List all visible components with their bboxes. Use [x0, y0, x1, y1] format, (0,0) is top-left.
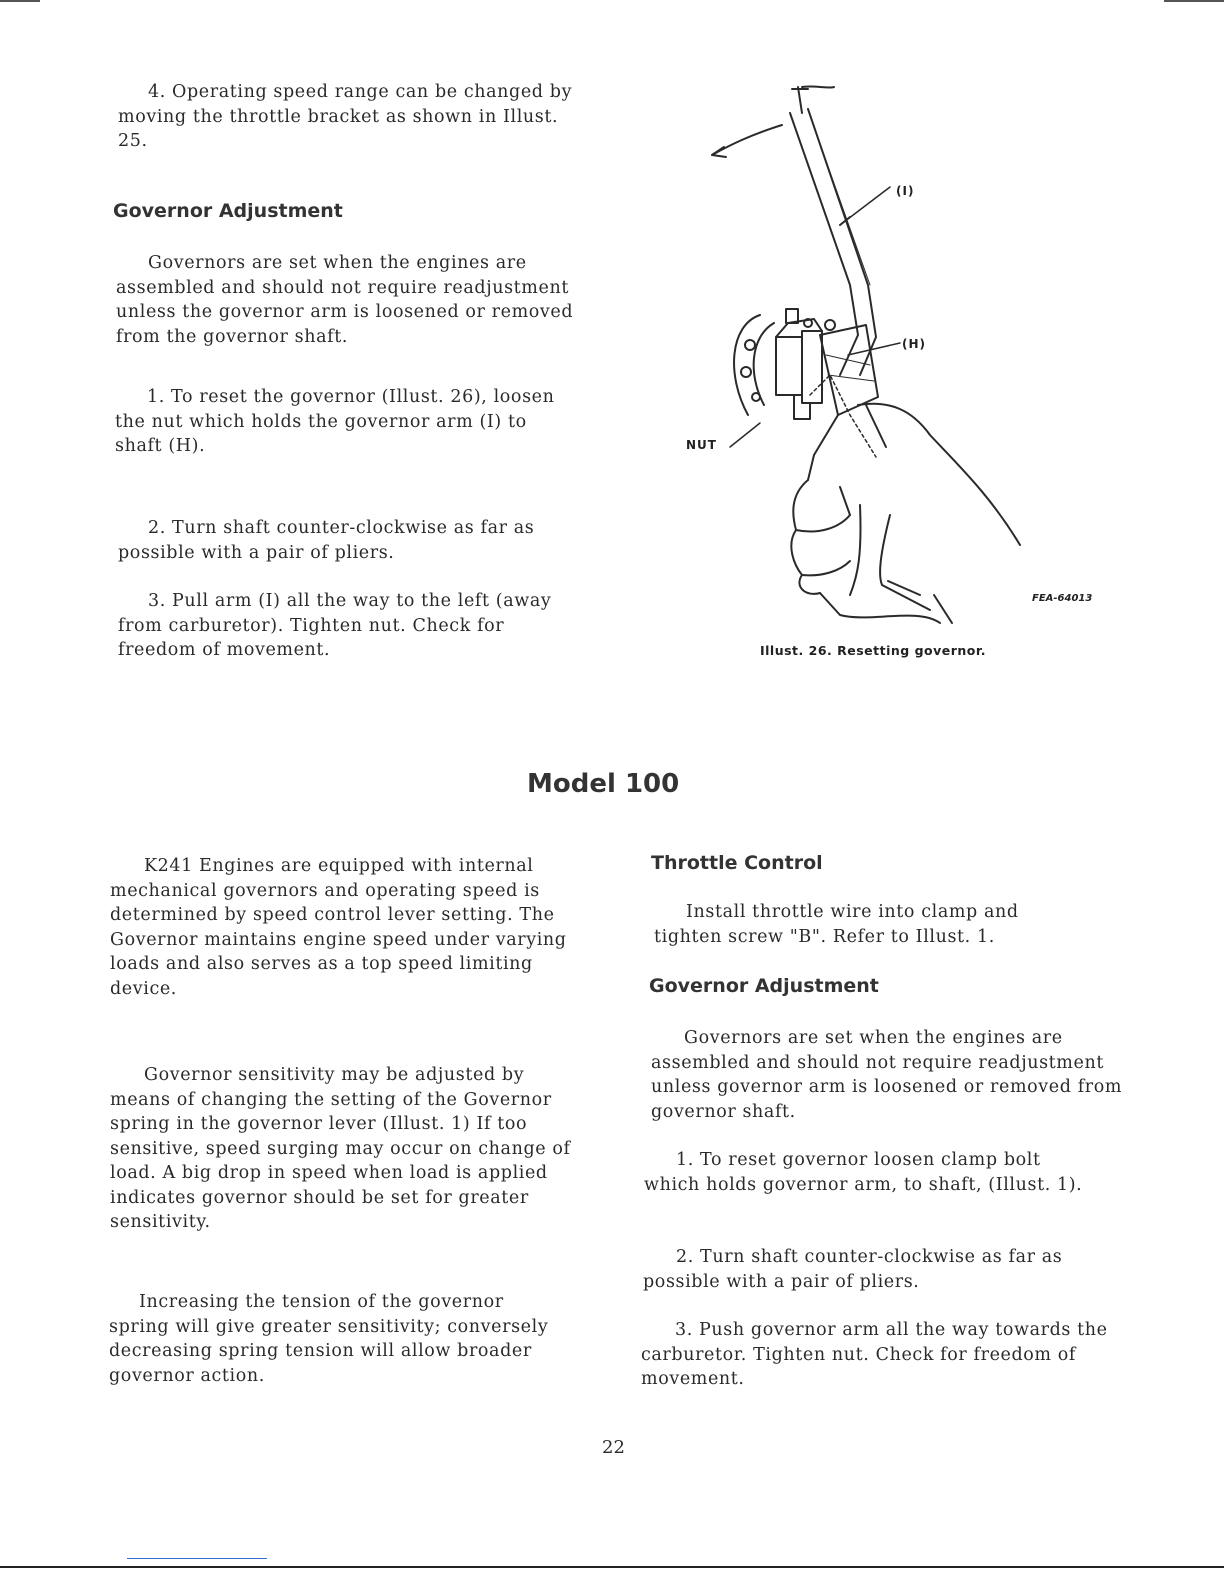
figure-code: FEA-64013 — [1032, 593, 1093, 604]
bottom-blue-mark — [127, 1558, 267, 1559]
figure-caption: Illust. 26. Resetting governor. — [760, 643, 987, 658]
reset-governor-step-1: 1. To reset the governor (Illust. 26), loosen the nut which holds the governor arm (I) to shaft (H). — [115, 387, 555, 456]
resetting-governor-illustration — [690, 75, 1050, 635]
throttle-wire-paragraph: Install throttle wire into clamp and tighten screw "B". Refer to Illust. 1. — [654, 902, 1019, 947]
label-i: (I) — [896, 184, 915, 198]
throttle-control-heading: Throttle Control — [651, 852, 823, 874]
governor-adjustment-heading: Governor Adjustment — [113, 200, 343, 222]
turn-shaft-step-2-right: 2. Turn shaft counter-clockwise as far as possible with a pair of pliers. — [643, 1247, 1063, 1292]
pull-arm-step-3: 3. Pull arm (I) all the way to the left (away from carburetor). Tighten nut. Check for freedom of movement. — [118, 591, 552, 660]
push-arm-step-3: 3. Push governor arm all the way towards the carburetor. Tighten nut. Check for freedom of movement. — [641, 1320, 1108, 1389]
bottom-edge-line — [0, 1566, 1224, 1568]
page-number: 22 — [602, 1437, 625, 1458]
governors-set-paragraph: Governors are set when the engines are assembled and should not require readjustment unless the governor arm is loosened or removed from the governor shaft. — [116, 253, 574, 347]
section-title: Model 100 — [527, 769, 680, 799]
label-h: (H) — [902, 337, 927, 351]
governors-set-paragraph-2: Governors are set when the engines are assembled and should not require readjustment unless governor arm is loosened or removed from governor shaft. — [651, 1028, 1123, 1122]
reset-governor-step-1-right: 1. To reset governor loosen clamp bolt which holds governor arm, to shaft, (Illust. 1). — [644, 1150, 1083, 1195]
turn-shaft-step-2: 2. Turn shaft counter-clockwise as far as possible with a pair of pliers. — [118, 518, 535, 563]
governor-adjustment-heading-2: Governor Adjustment — [649, 975, 879, 997]
governor-sensitivity-paragraph: Governor sensitivity may be adjusted by means of changing the setting of the Governor spring in the governor lever (Illust. 1) If too sensitive, speed surging may occur on change of load. A big drop in speed when load is applied indicates governor should be set for greater sensitivity. — [110, 1065, 571, 1232]
top-edge-marks — [0, 0, 1224, 3]
label-nut: NUT — [686, 438, 717, 452]
spring-tension-paragraph: Increasing the tension of the governor spring will give greater sensitivity; conversely decreasing spring tension will allow broader governor action. — [109, 1292, 549, 1386]
k241-governor-paragraph: K241 Engines are equipped with internal mechanical governors and operating speed is determined by speed control lever setting. The Governor maintains engine speed under varying loads and also serves as a top speed limiting device. — [110, 856, 567, 999]
operating-speed-paragraph: 4. Operating speed range can be changed by moving the throttle bracket as shown in Illust. 25. — [118, 82, 573, 151]
